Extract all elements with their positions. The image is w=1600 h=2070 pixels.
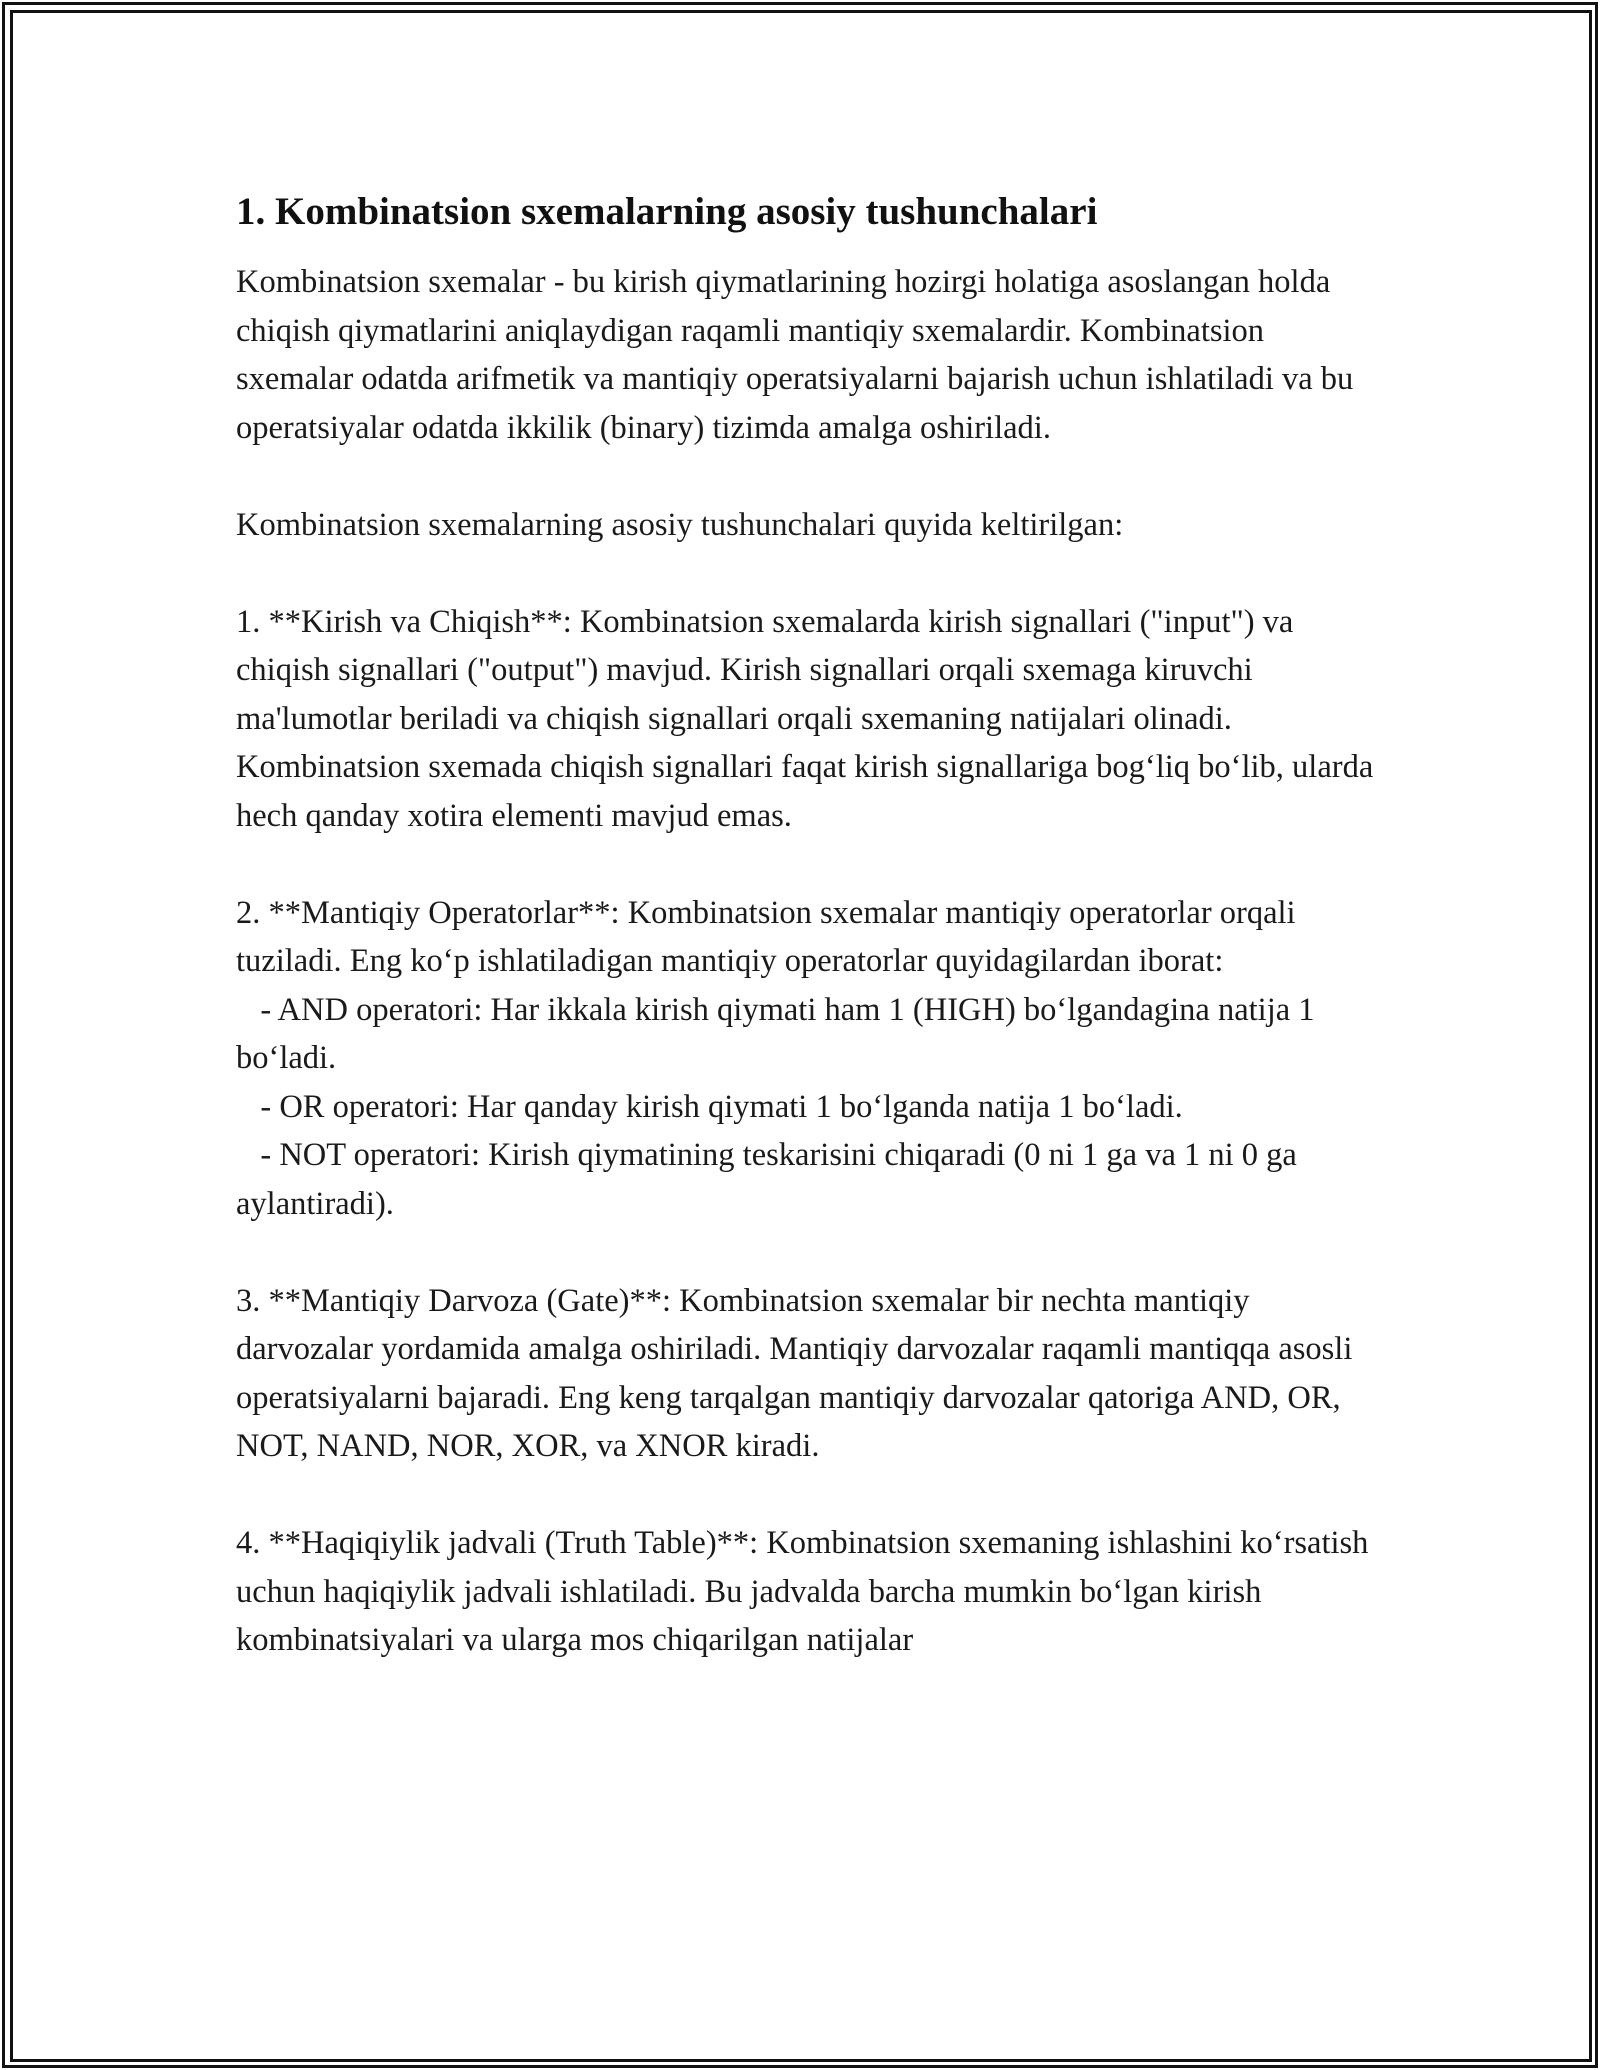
list-item-input-output: 1. **Kirish va Chiqish**: Kombinatsion sxemalarda kirish signallari ("input") va chiqish signallari ("output") mavjud. Kirish signallari orqali sxemaga kiruvchi ma'lumotlar beriladi va chiqish signallari orqali sxemaning natijalari olinadi. Kombinatsion sxemada chiqish signallari faqat kirish signallariga bogʻliq boʻlib, ularda hech qanday xotira elementi mavjud emas. xyxy=(236,603,1382,834)
paragraph-gap xyxy=(236,452,1376,501)
paragraph-gap xyxy=(236,1228,1376,1277)
document-body xyxy=(236,186,1382,1665)
paragraph-gap xyxy=(236,840,1376,889)
paragraph-intro: Kombinatsion sxemalar - bu kirish qiymatlarining hozirgi holatiga asoslangan holda chiqish qiymatlarini aniqlaydigan raqamli mantiqiy sxemalardir. Kombinatsion sxemalar odatda arifmetik va mantiqiy operatsiyalarni bajarish uchun ishlatiladi va bu operatsiyalar odatda ikkilik (binary) tizimda amalga oshiriladi. xyxy=(236,264,1362,446)
paragraph-overview: Kombinatsion sxemalarning asosiy tushunchalari quyida keltirilgan: xyxy=(236,506,1124,543)
section-heading: 1. Kombinatsion sxemalarning asosiy tushunchalari xyxy=(236,190,1098,233)
list-item-logical-operators: 2. **Mantiqiy Operatorlar**: Kombinatsion sxemalar mantiqiy operatorlar orqali tuziladi. Eng koʻp ishlatiladigan mantiqiy operatorlar quyidagilardan iborat: - AND operatori: Har ikkala kirish qiymati ham 1 (HIGH) boʻlgandagina natija 1 boʻladi. - OR operatori: Har qanday kirish qiymati 1 boʻlganda natija 1 boʻladi. - NOT operatori: Kirish qiymatining teskarisini chiqaradi (0 ni 1 ga va 1 ni 0 ga aylantiradi). xyxy=(236,894,1315,1222)
paragraph-gap xyxy=(236,1471,1376,1520)
list-item-truth-table: 4. **Haqiqiylik jadvali (Truth Table)**: Kombinatsion sxemaning ishlashini koʻrsatish uchun haqiqiylik jadvali ishlatiladi. Bu jadvalda barcha mumkin boʻlgan kirish kombinatsiyalari va ularga mos chiqarilgan natijalar xyxy=(236,1525,1377,1658)
list-item-logic-gate: 3. **Mantiqiy Darvoza (Gate)**: Kombinatsion sxemalar bir nechta mantiqiy darvozalar yordamida amalga oshiriladi. Mantiqiy darvozalar raqamli mantiqqa asosli operatsiyalarni bajaradi. Eng keng tarqalgan mantiqiy darvozalar qatoriga AND, OR, NOT, NAND, NOR, XOR, va XNOR kiradi. xyxy=(236,1282,1361,1464)
paragraph-gap xyxy=(236,549,1376,598)
